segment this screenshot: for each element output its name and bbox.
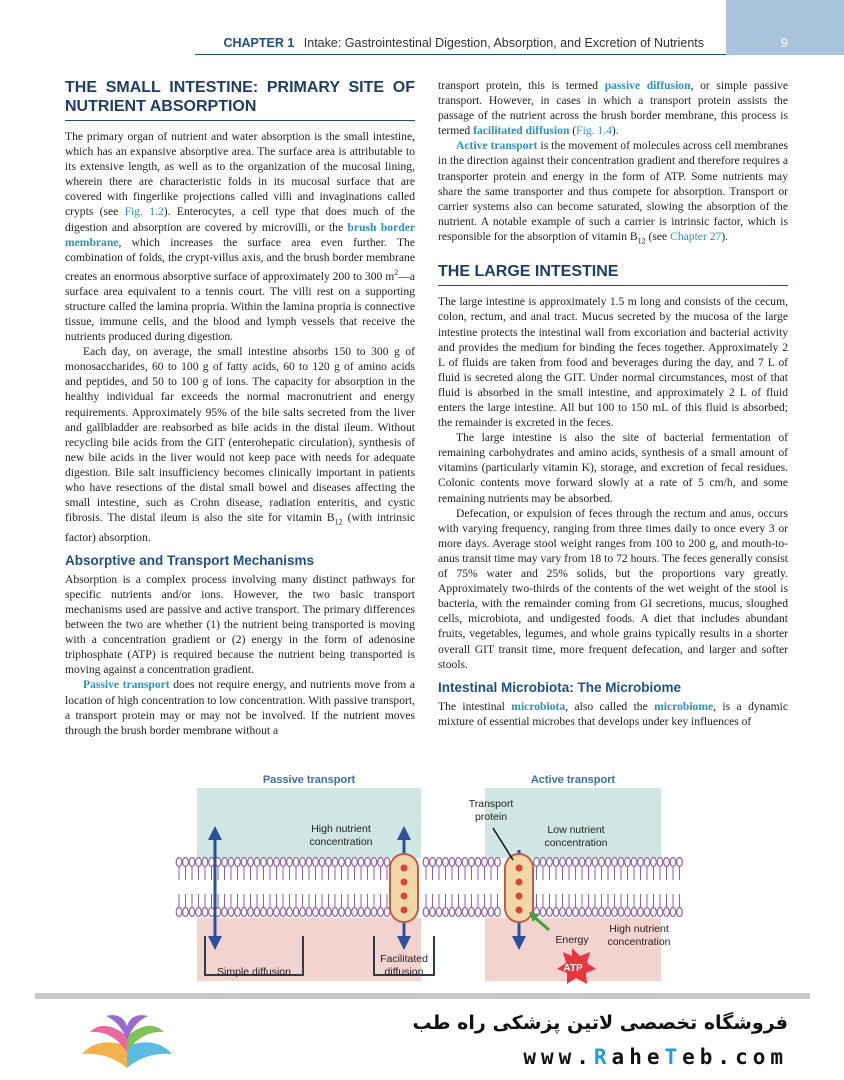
lipid-head [287,908,293,917]
lipid-head [618,908,624,917]
lipid-head [261,858,267,867]
lipid-head [599,908,605,917]
lipid-head [456,858,462,867]
lipid-head [475,858,481,867]
active-transport-title: Active transport [530,774,616,786]
lipid-head [592,908,598,917]
lipid-head [449,858,455,867]
lipid-head [384,858,390,867]
lipid-head [560,908,566,917]
lipid-head [319,858,325,867]
lipid-head [423,858,429,867]
lipid-head [631,858,637,867]
lipid-head [677,908,683,917]
energy-label: Energy [555,934,589,946]
figure-caption-strip [35,993,810,999]
facilitated-diffusion-label: diffusion [384,966,424,978]
lipid-head [365,908,371,917]
lipid-head [189,908,195,917]
text-run: The primary organ of nutrient and water absorption is the small intestine, which has an expansive absorptive area. The surface area is attributable to its extensive length, as well as to the organization of the mucosal lining, wherein there are characteristic folds in its mucosal surface that are covered with fingerlike projections called villi and invaginations called crypts (see [65,130,415,219]
lipid-head [306,858,312,867]
lipid-head [566,858,572,867]
lipid-head [326,908,332,917]
lipid-head [332,858,338,867]
transport-figure [35,770,810,995]
lipid-head [267,908,273,917]
text-run: —a surface area equivalent to a tennis court. The villi rest on a supporting structure called the lamina propria. Within the lamina propria is connective tissue, immune cells, and the blood and lymph vessels that receive the nutrients produced during digestion. [65,269,415,344]
lipid-head [579,858,585,867]
lipid-head [358,908,364,917]
figure-link[interactable]: Fig. 1.4 [576,124,612,138]
lipid-head [274,858,280,867]
paragraph: Absorption is a complex process involving many distinct pathways for specific nutrients and/or ions. However, the two basic transport mechanisms used are passive and active transport. The primary differences between the two are whether (1) the nutrient being transported is moving with a concentration gradient or (2) energy in the form of adenosine triphosphate (ATP) is required because the nutrient being transported is moving against a concentration gradient. [65,572,415,677]
text-run: is the movement of molecules across cell membranes in the direction against their concentration gradient and therefore requires a transporter protein and energy in the form of ATP. Some nutrients may share the same transporter and thus compete for absorption. Transport or carrier systems also can become saturated, slowing the absorption of the nutrient. A notable example of such a carrier is intrinsic factor, which is responsible for the absorption of vitamin B [438,139,788,243]
url-part: T [664,1045,683,1069]
lipid-head [430,858,436,867]
paragraph [438,699,788,729]
chapter-title: Intake: Gastrointestinal Digestion, Absorption, and Excretion of Nutrients [303,36,704,50]
lipid-head [644,908,650,917]
facilitated-diffusion-label: Facilitated [380,953,428,965]
low-concentration-label: Low nutrient [547,824,605,836]
lipid-head [670,858,676,867]
lipid-head [592,858,598,867]
lipid-head [196,858,202,867]
lipid-head [657,858,663,867]
text-run: transport protein, this is termed [438,79,605,92]
lipid-head [469,908,475,917]
lipid-head [365,858,371,867]
lipid-head [241,908,247,917]
lipid-head [267,858,273,867]
paragraph [65,344,415,545]
lipid-head [573,908,579,917]
nutrient-dot [516,879,523,886]
lipid-head [326,858,332,867]
lipid-head [196,908,202,917]
lipid-head [241,858,247,867]
right-column [438,78,788,729]
lipid-head [235,908,241,917]
page-number: 9 [780,35,788,50]
lipid-head [287,858,293,867]
lipid-head [189,858,195,867]
text-run: The intestinal [438,699,512,713]
section-heading-small-intestine: THE SMALL INTESTINE: PRIMARY SITE OF NUTRIENT ABSORPTION [65,78,415,121]
chapter-label: CHAPTER 1 [223,36,295,50]
url-part: www. [523,1045,594,1069]
lipid-head [228,908,234,917]
section-heading-large-intestine: THE LARGE INTESTINE [438,262,788,286]
lipid-head [384,908,390,917]
lipid-head [228,858,234,867]
lipid-head [443,908,449,917]
lipid-head [176,858,182,867]
lipid-head [540,858,546,867]
nutrient-dot [401,865,408,872]
lipid-head [423,908,429,917]
glossary-term[interactable]: passive diffusion [604,79,691,92]
text-run: Each day, on average, the small intestine absorbs 150 to 300 g of monosaccharides, 60 to 100 g of fatty acids, 60 to 120 g of amino acids and peptides, and 50 to 100 g of ions. The capacity for absorption in the healthy individual far exceeds the normal macronutrient and energy requirements. Approximately 95% of the bile salts secreted from the liver and gallbladder are reabsorbed as bile acids in the distal ileum. Without recycling bile acids from the GIT (enterohepatic circulation), synthesis of new bile acids in the liver would not keep pace with needs for adequate digestion. Bile salt insufficiency becomes clinically important in patients who have resections of the distal small bowel and diseases affecting the small intestine, such as Crohn disease, radiation enteritis, and cystic fibrosis. The distal ileum is also the site for vitamin B [65,345,415,525]
lipid-head [274,908,280,917]
lipid-head [209,908,215,917]
low-concentration-label: concentration [544,837,608,849]
lipid-head [280,908,286,917]
lipid-head [547,908,553,917]
lipid-head [573,858,579,867]
lipid-head [443,858,449,867]
text-run: ). [721,229,729,243]
text-run: , is a dynamic mixture of essential microbes that develops under key influences of [438,699,788,728]
url-part: eb.com [682,1045,788,1069]
lipid-head [625,908,631,917]
superscript: 2 [394,267,399,277]
transport-protein-label: Transport [468,798,514,810]
lipid-head [209,858,215,867]
lipid-head [352,908,358,917]
lipid-head [657,908,663,917]
lipid-head [430,908,436,917]
text-run: , also called the [565,699,655,713]
high-concentration-label: High nutrient [311,823,371,835]
glossary-term[interactable]: Passive transport [83,678,170,692]
lipid-head [332,908,338,917]
lipid-head [248,908,254,917]
lipid-head [371,908,377,917]
passive-transport-title: Passive transport [262,774,356,786]
url-part: ahe [611,1045,665,1069]
lipid-head [534,858,540,867]
text-run: ). Enterocytes, a cell type that does much of the digestion and absorption are covered by microvilli, or the [65,205,416,234]
high-concentration-label-active: concentration [607,936,671,948]
text-run: , or simple passive transport. However, in cases in which a transport protein assists the passage of the nutrient across the brush border membrane, this process is termed [438,79,788,138]
glossary-term[interactable]: microbiome [654,699,714,713]
paragraph [438,78,788,138]
lipid-head [638,858,644,867]
lipid-head [306,908,312,917]
chapter-link[interactable]: Chapter 27 [670,229,722,243]
lipid-head [579,908,585,917]
text-run: does not require energy, and nutrients move from a location of high concentration to low concentration. With passive transport, a transport protein may or may not be involved. If the nutrient moves through the brush border membrane without a [65,678,416,737]
lipid-head [495,908,501,917]
lipid-head [664,908,670,917]
glossary-term[interactable]: Active transport [456,139,538,153]
page-number-box [726,0,844,55]
lipid-head [456,908,462,917]
lipid-head [378,858,384,867]
running-header [0,0,844,55]
lipid-head [222,908,228,917]
left-column [65,78,415,738]
lipid-head [488,858,494,867]
lipid-head [488,908,494,917]
paragraph: Defecation, or expulsion of feces through the rectum and anus, occurs with varying frequency, ranging from three times daily to once every 3 or more days. Average stool weight ranges from 100 to 200 g, and mouth-to-anus transit time may vary from 18 to 72 hours. The feces generally consist of 75% water and 25% solids, but the proportions vary greatly. Approximately two-thirds of the contents of the wet weight of the stool is bacteria, with the remainder coming from GI secretions, mucus, sloughed cells, microbiota, and undigested foods. A diet that includes abundant fruits, vegetables, legumes, and whole grains typically results in a shorter overall GIT transit time, more frequent defecation, and larger and softer stools. [438,506,788,671]
url-part: R [593,1045,612,1069]
lipid-head [293,858,299,867]
lipid-head [612,908,618,917]
glossary-term[interactable]: brush border membrane [65,220,415,249]
lipid-head [449,908,455,917]
lipid-head [261,908,267,917]
lipid-head [300,858,306,867]
lipid-head [339,908,345,917]
lipid-head [638,908,644,917]
lipid-head [599,858,605,867]
lipid-head [293,908,299,917]
lipid-head [631,908,637,917]
lipid-head [664,858,670,867]
lipid-head [358,858,364,867]
text-run: (with intrinsic factor) absorption. [65,511,415,544]
lipid-head [462,858,468,867]
paragraph [65,677,415,737]
paragraph [438,138,788,248]
subsection-heading: Intestinal Microbiota: The Microbiome [438,679,682,695]
lipid-head [553,858,559,867]
lipid-head [553,908,559,917]
lipid-head [319,908,325,917]
lipid-head [560,858,566,867]
lipid-head [625,858,631,867]
glossary-term[interactable]: facilitated diffusion [473,124,570,138]
nutrient-dot [516,893,523,900]
lipid-head [202,908,208,917]
lipid-head [482,858,488,867]
paragraph: The large intestine is approximately 1.5 m long and consists of the cecum, colon, rectum, and anal tract. Mucus secreted by the mucosa of the large intestine protects the intestinal wall from excoriation and bacterial activity and provides the medium for binding the feces together. Approximately 2 L of fluids are taken from food and beverages during the day, and 7 L of fluid is secreted along the GIT. Under normal circumstances, most of that fluid is absorbed in the small intestine, and approximately 2 L of fluid enters the large intestine. All but 100 to 150 mL of this fluid is absorbed; the remainder is excreted in the feces. [438,295,788,430]
subscript: 12 [334,517,343,527]
open-book-icon [78,1012,176,1074]
lipid-head [670,908,676,917]
subsection-heading: Absorptive and Transport Mechanisms [65,552,315,568]
lipid-head [436,858,442,867]
shop-url[interactable] [523,1045,788,1069]
high-concentration-label: concentration [309,836,373,848]
lipid-head [540,908,546,917]
lipid-head [345,858,351,867]
lipid-head [378,908,384,917]
glossary-term[interactable]: microbiota [511,699,566,713]
lipid-head [183,858,189,867]
lipid-head [202,858,208,867]
nutrient-dot [401,879,408,886]
nutrient-dot [401,893,408,900]
lipid-head [339,858,345,867]
text-run: , which increases the surface area even further. The combination of folds, the crypt-villus axis, and the brush border membrane creates an enormous absorptive surface of approximately 200 to 300 m [65,235,415,283]
subscript: 12 [637,236,646,246]
lipid-head [651,908,657,917]
lipid-head [651,858,657,867]
lipid-head [248,858,254,867]
lipid-head [176,908,182,917]
lipid-head [222,858,228,867]
lipid-head [612,858,618,867]
nutrient-dot [401,907,408,914]
nutrient-dot [516,865,523,872]
lipid-head [605,858,611,867]
lipid-head [235,858,241,867]
lipid-head [313,858,319,867]
chapter-runner [223,36,704,50]
high-concentration-label-active: High nutrient [609,923,669,935]
lipid-head [254,908,260,917]
lipid-head [254,858,260,867]
lipid-head [605,908,611,917]
lipid-head [495,858,501,867]
lipid-head [313,908,319,917]
transport-protein-label: protein [474,811,508,823]
header-rule [195,54,726,55]
lipid-head [586,858,592,867]
lipid-head [586,908,592,917]
lipid-head [482,908,488,917]
lipid-head [300,908,306,917]
text-run: (see [645,229,671,243]
lipid-head [618,858,624,867]
lipid-head [352,858,358,867]
book-logo [78,1012,176,1079]
lipid-head [469,858,475,867]
simple-diffusion-label: Simple diffusion [217,966,291,978]
lipid-head [547,858,553,867]
atp-label: ATP [563,963,583,974]
lipid-head [280,858,286,867]
text-run: ). [611,124,619,138]
text-run: ( [569,124,577,138]
lipid-head [183,908,189,917]
paragraph: The large intestine is also the site of bacterial fermentation of remaining carbohydrates and amino acids, synthesis of a small amount of vitamins (particularly vitamin K), storage, and excretion of fecal residues. Colonic contents move forward slowly at a rate of 5 cm/h, and some remaining nutrients may be absorbed. [438,431,788,505]
nutrient-dot [516,907,523,914]
lipid-head [436,908,442,917]
lipid-head [345,908,351,917]
lipid-head [677,858,683,867]
figure-link[interactable]: Fig. 1.2 [124,205,164,219]
lipid-head [462,908,468,917]
paragraph [65,129,415,344]
lipid-head [475,908,481,917]
lipid-head [566,908,572,917]
lipid-head [644,858,650,867]
shop-name: فروشگاه تخصصی لاتین پزشکی راه طب [412,1012,788,1034]
lipid-head [371,858,377,867]
transport-diagram [35,770,810,995]
